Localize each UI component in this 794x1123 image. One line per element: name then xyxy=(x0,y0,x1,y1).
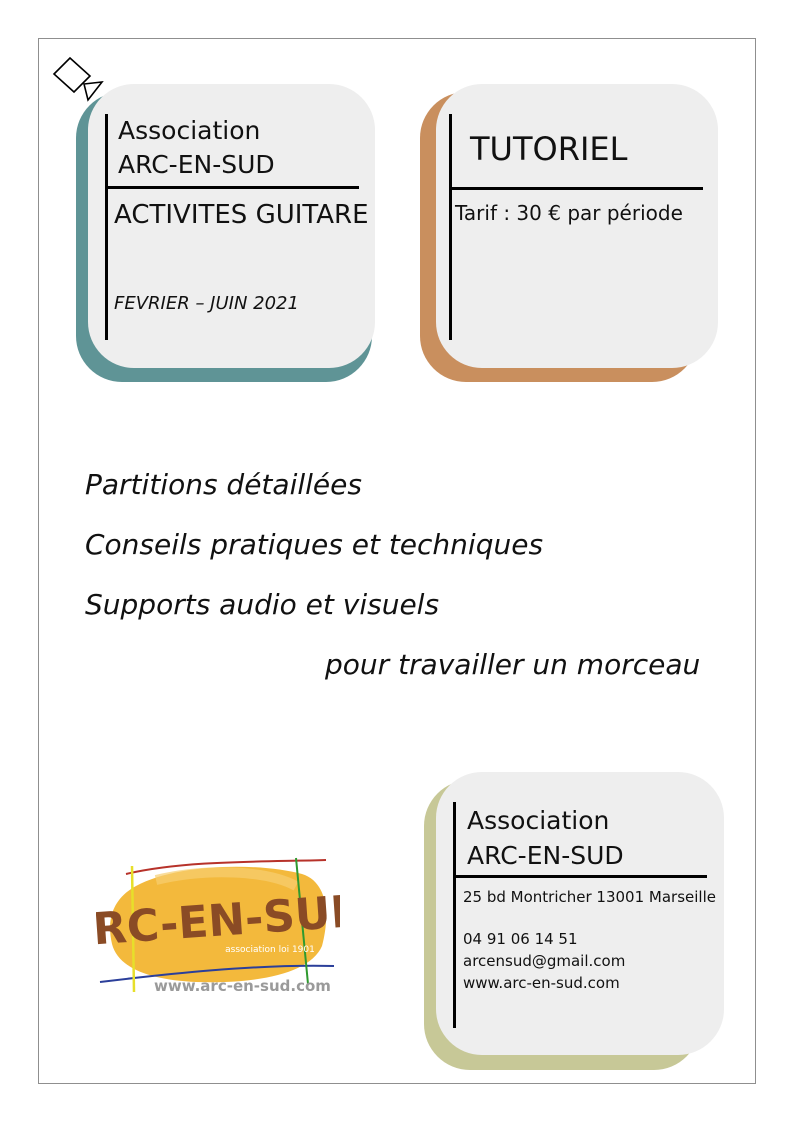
contact-card-horizontal-rule xyxy=(453,875,707,878)
contact-card-face xyxy=(436,772,724,1055)
logo-subtitle: association loi 1901 xyxy=(225,945,315,955)
association-name: ARC-EN-SUD xyxy=(118,150,275,179)
feature-line: Supports audio et visuels xyxy=(85,588,440,621)
contact-card xyxy=(424,780,716,1070)
activity-card-horizontal-rule xyxy=(105,186,359,189)
tutorial-card xyxy=(420,92,698,382)
arc-en-sud-logo xyxy=(96,856,340,996)
tutorial-card-vertical-rule xyxy=(449,114,452,340)
tutorial-card-horizontal-rule xyxy=(449,187,703,190)
contact-association-name: ARC-EN-SUD xyxy=(467,841,624,870)
activity-card-face xyxy=(88,84,375,368)
contact-email: arcensud@gmail.com xyxy=(463,952,626,970)
logo-artwork xyxy=(96,856,340,996)
contact-website: www.arc-en-sud.com xyxy=(463,974,620,992)
feature-line: pour travailler un morceau xyxy=(325,648,701,681)
contact-phone: 04 91 06 14 51 xyxy=(463,930,578,948)
activity-title: ACTIVITES GUITARE xyxy=(114,200,369,230)
logo-url: www.arc-en-sud.com xyxy=(154,977,331,995)
contact-association-label: Association xyxy=(467,806,610,835)
tutorial-title: TUTORIEL xyxy=(470,130,628,168)
activity-card xyxy=(76,92,372,382)
association-label: Association xyxy=(118,116,261,145)
tutorial-card-face xyxy=(436,84,718,368)
activity-card-vertical-rule xyxy=(105,114,108,340)
activity-period: FEVRIER – JUIN 2021 xyxy=(114,293,299,314)
contact-card-vertical-rule xyxy=(453,802,456,1028)
feature-line: Conseils pratiques et techniques xyxy=(85,528,544,561)
contact-address: 25 bd Montricher 13001 Marseille xyxy=(463,888,716,906)
logo-name: ARC-EN-SUD xyxy=(96,885,340,958)
feature-line: Partitions détaillées xyxy=(85,468,362,501)
tutorial-price: Tarif : 30 € par période xyxy=(455,201,683,225)
